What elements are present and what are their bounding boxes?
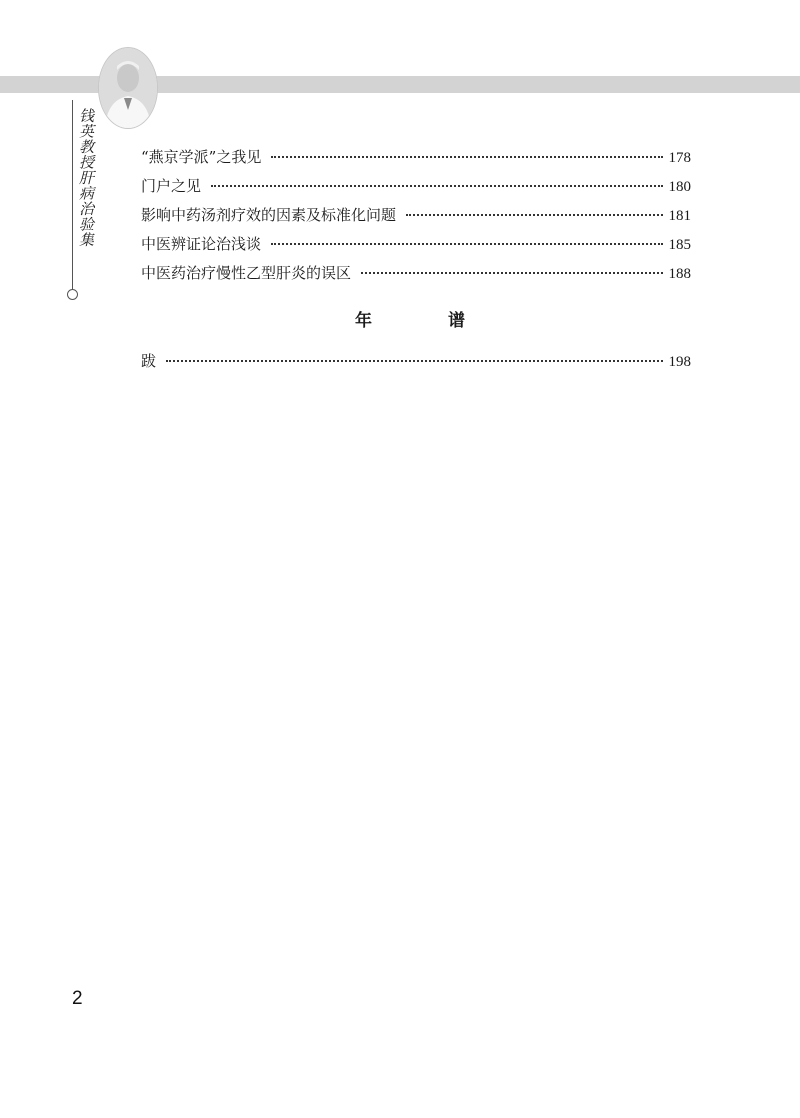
section-heading-chronology[interactable] [355,306,465,331]
toc-entry-title: 中医药治疗慢性乙型肝炎的误区 [141,264,352,282]
toc-entry-title: 门户之见 [141,177,202,195]
toc-entry[interactable] [141,262,691,286]
toc-leader-dots [166,359,662,362]
toc-entry-title: 跋 [141,352,157,370]
toc-entry-title: 中医辨证论治浅谈 [141,235,262,253]
margin-rule-ornament [67,289,78,300]
toc-entry[interactable] [141,233,691,257]
toc-entry-page: 181 [668,208,691,224]
header-band-left [0,76,100,93]
toc-entry[interactable] [141,175,691,199]
toc-entry[interactable] [141,350,691,374]
page-number: 2 [72,988,83,1009]
toc-entry-page: 185 [668,237,691,253]
toc-entry-title: 影响中药汤剂疗效的因素及标准化问题 [141,206,397,224]
toc-leader-dots [361,271,662,274]
toc-entry-page: 188 [668,266,691,282]
toc-leader-dots [406,213,662,216]
toc-leader-dots [271,242,662,245]
toc-entry-page: 198 [668,354,691,370]
toc-entry[interactable] [141,146,691,170]
toc-entry-page: 178 [668,150,691,166]
toc-entry[interactable] [141,204,691,228]
section-heading-char: 谱 [448,311,465,331]
toc-entry-title: “燕京学派”之我见 [141,148,262,166]
author-portrait [98,47,158,129]
toc-entry-page: 180 [668,179,691,195]
margin-rule [72,100,73,290]
toc-leader-dots [211,184,662,187]
book-title-vertical: 钱英教授肝病治验集 [77,108,95,248]
toc-leader-dots [271,155,662,158]
section-heading-char: 年 [355,311,372,331]
header-band-right [150,76,800,93]
